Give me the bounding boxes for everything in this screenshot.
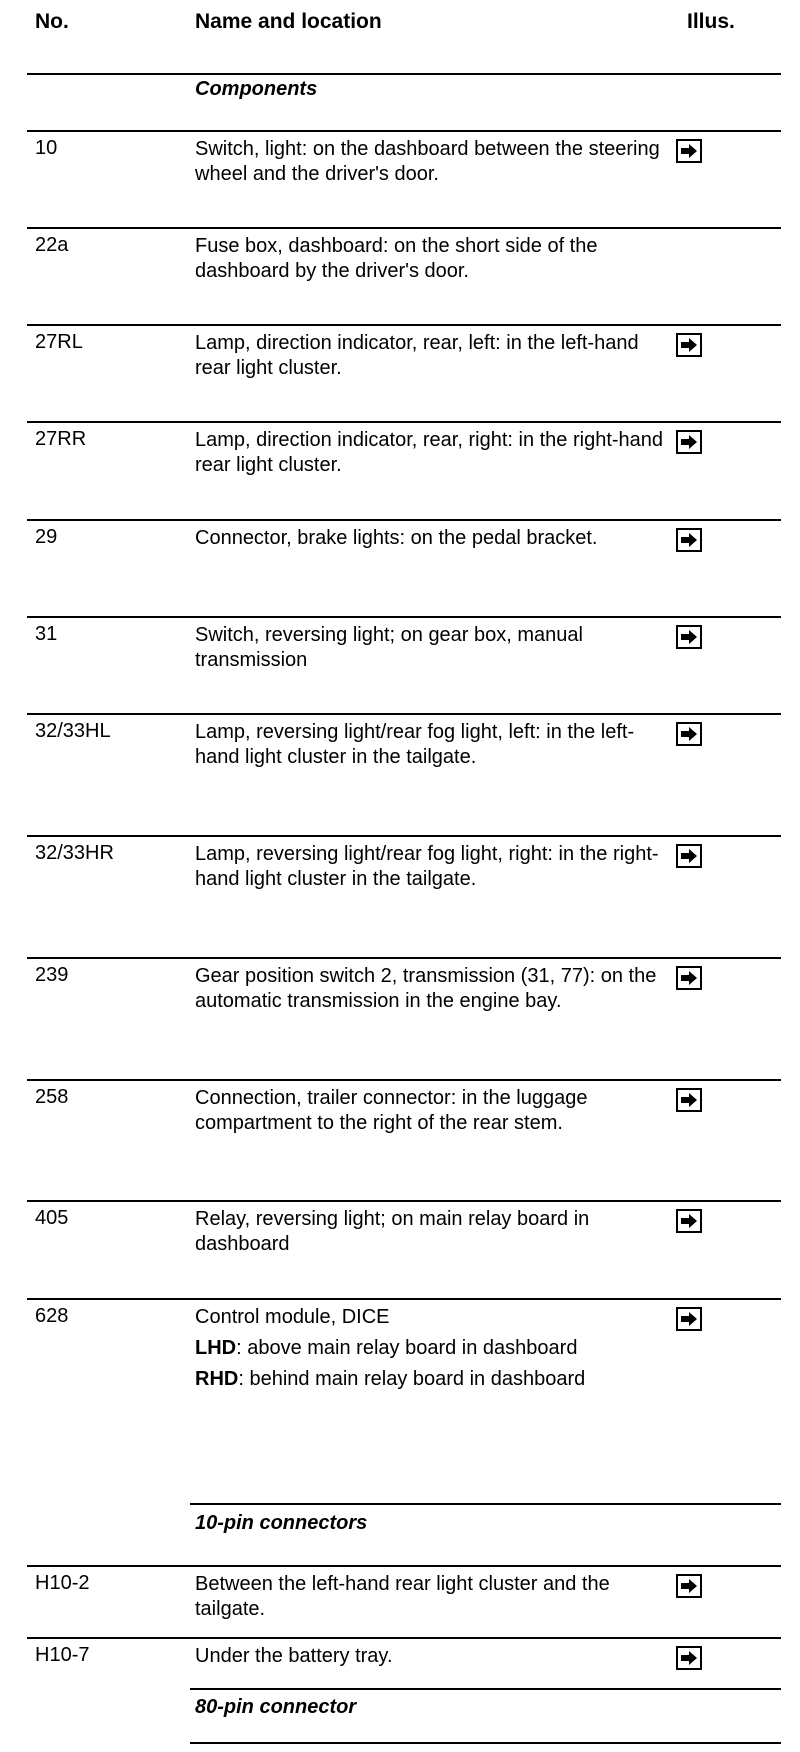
lhd-label: LHD — [195, 1337, 237, 1359]
column-header-illus: Illus. — [687, 10, 735, 33]
row-divider — [27, 227, 781, 229]
arrow-right-icon — [680, 1578, 698, 1594]
component-description: Gear position switch 2, transmission (31, 77): on the automatic transmission in the engine bay. — [195, 965, 657, 1012]
component-number: 27RL — [35, 331, 83, 353]
component-description: Between the left-hand rear light cluster and the tailgate. — [195, 1573, 610, 1620]
component-number: 29 — [35, 526, 58, 548]
illustration-link-button[interactable] — [676, 528, 702, 552]
row-divider — [27, 130, 781, 132]
illustration-link-button[interactable] — [676, 1574, 702, 1598]
illustration-link-button[interactable] — [676, 625, 702, 649]
component-number: 258 — [35, 1086, 69, 1108]
illustration-link-button[interactable] — [676, 1307, 702, 1331]
row-divider — [27, 1637, 781, 1639]
component-number: 32/33HR — [35, 842, 114, 864]
row-divider — [27, 1079, 781, 1081]
illustration-link-button[interactable] — [676, 1209, 702, 1233]
illustration-link-button[interactable] — [676, 333, 702, 357]
illustration-link-button[interactable] — [676, 966, 702, 990]
component-number: 10 — [35, 137, 58, 159]
row-divider — [27, 616, 781, 618]
illustration-link-button[interactable] — [676, 139, 702, 163]
component-number: 27RR — [35, 428, 87, 450]
component-number: 405 — [35, 1207, 69, 1229]
section-divider — [190, 1503, 781, 1505]
component-description: Lamp, direction indicator, rear, right: in the right-hand rear light cluster. — [195, 429, 664, 476]
section-title-components: Components — [195, 78, 318, 100]
rhd-text: : behind main relay board in dashboard — [238, 1368, 586, 1390]
rhd-label: RHD — [195, 1368, 239, 1390]
component-title: Control module, DICE — [195, 1306, 390, 1328]
row-divider — [27, 957, 781, 959]
arrow-right-icon — [680, 434, 698, 450]
row-divider — [27, 324, 781, 326]
arrow-right-icon — [680, 1311, 698, 1327]
arrow-right-icon — [680, 1213, 698, 1229]
arrow-right-icon — [680, 1092, 698, 1108]
lhd-text: : above main relay board in dashboard — [236, 1337, 578, 1359]
component-number: 628 — [35, 1305, 69, 1327]
header-divider — [27, 73, 781, 75]
component-number: H10-7 — [35, 1644, 90, 1666]
component-description: Relay, reversing light; on main relay board in dashboard — [195, 1208, 590, 1255]
component-description: Switch, reversing light; on gear box, manual transmission — [195, 624, 583, 671]
arrow-right-icon — [680, 337, 698, 353]
section-title-10-pin-connectors: 10-pin connectors — [195, 1512, 368, 1534]
row-divider — [27, 835, 781, 837]
arrow-right-icon — [680, 143, 698, 159]
row-divider — [27, 713, 781, 715]
component-description: Switch, light: on the dashboard between the steering wheel and the driver's door. — [195, 138, 660, 185]
column-header-name: Name and location — [195, 10, 382, 33]
column-header-no: No. — [35, 10, 69, 33]
section-divider — [190, 1688, 781, 1690]
lhd-note — [195, 1336, 670, 1361]
component-description: Connector, brake lights: on the pedal bracket. — [195, 527, 598, 549]
arrow-right-icon — [680, 726, 698, 742]
illustration-link-button[interactable] — [676, 430, 702, 454]
illustration-link-button[interactable] — [676, 1088, 702, 1112]
row-divider — [27, 421, 781, 423]
rhd-note — [195, 1367, 670, 1392]
row-divider — [27, 519, 781, 521]
row-divider — [27, 1200, 781, 1202]
arrow-right-icon — [680, 1650, 698, 1666]
component-description: Lamp, reversing light/rear fog light, left: in the left-hand light cluster in the tailgate. — [195, 721, 635, 768]
row-divider — [27, 1565, 781, 1567]
arrow-right-icon — [680, 629, 698, 645]
row-divider — [27, 1298, 781, 1300]
illustration-link-button[interactable] — [676, 844, 702, 868]
component-description — [195, 1305, 670, 1392]
component-description: Lamp, direction indicator, rear, left: in the left-hand rear light cluster. — [195, 332, 639, 379]
illustration-link-button[interactable] — [676, 722, 702, 746]
component-description: Under the battery tray. — [195, 1645, 393, 1667]
component-description: Connection, trailer connector: in the luggage compartment to the right of the rear stem. — [195, 1087, 588, 1134]
illustration-link-button[interactable] — [676, 1646, 702, 1670]
section-title-80-pin-connector: 80-pin connector — [195, 1696, 357, 1718]
arrow-right-icon — [680, 532, 698, 548]
component-description: Lamp, reversing light/rear fog light, right: in the right-hand light cluster in the tailgate. — [195, 843, 659, 890]
section-divider — [190, 1742, 781, 1744]
component-number: 239 — [35, 964, 69, 986]
component-number: H10-2 — [35, 1572, 90, 1594]
component-number: 31 — [35, 623, 58, 645]
arrow-right-icon — [680, 970, 698, 986]
component-number: 32/33HL — [35, 720, 111, 742]
component-description: Fuse box, dashboard: on the short side of the dashboard by the driver's door. — [195, 235, 598, 282]
component-number: 22a — [35, 234, 69, 256]
arrow-right-icon — [680, 848, 698, 864]
table-header — [0, 0, 800, 60]
